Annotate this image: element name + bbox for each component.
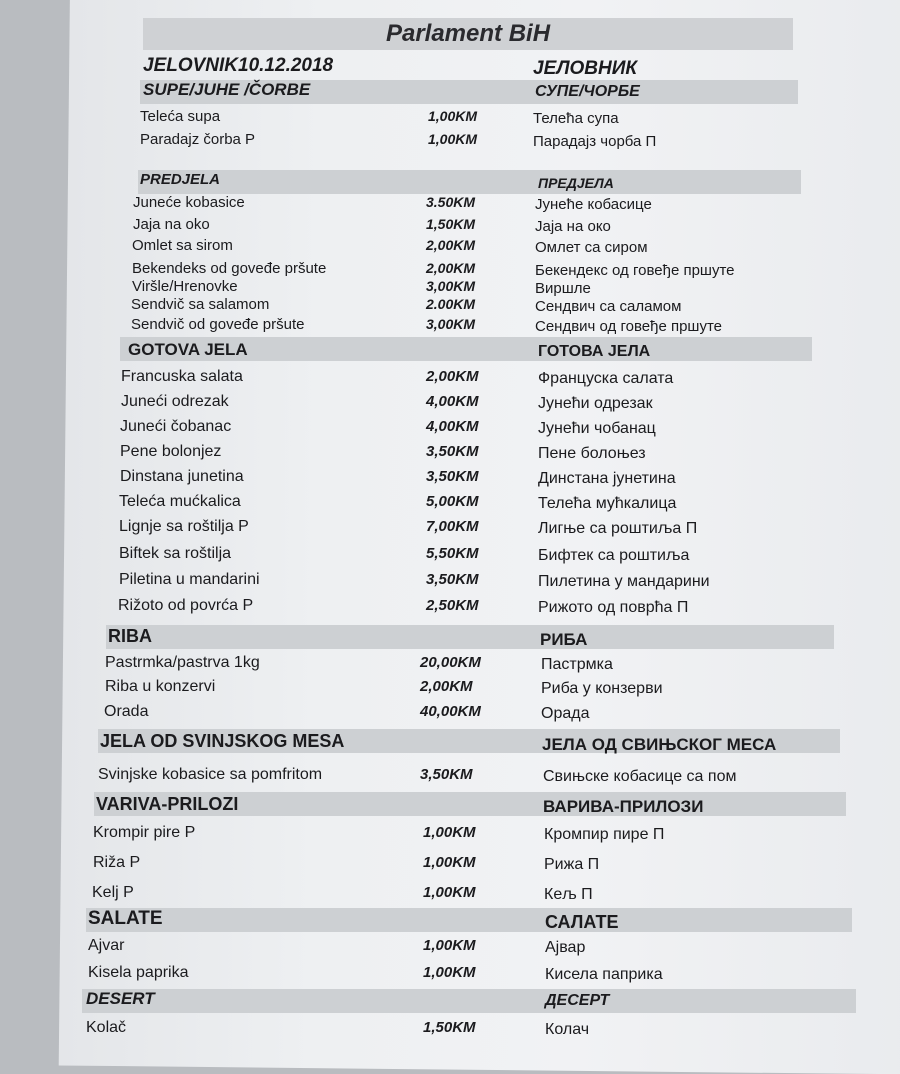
- menu-item-name: Pene bolonjez: [120, 443, 222, 460]
- menu-item-name: Dinstana junetina: [120, 468, 244, 485]
- section-title: DESERT: [86, 989, 155, 1008]
- menu-item-name-cyrillic: Орада: [541, 705, 590, 722]
- section-band: [138, 170, 801, 194]
- section-title: RIBA: [108, 626, 152, 646]
- menu-item-name-cyrillic: Колач: [545, 1021, 590, 1038]
- menu-item-price: 1,00KM: [423, 937, 476, 954]
- section-title-cyrillic: САЛАТЕ: [545, 912, 619, 932]
- menu-item-name: Viršle/Hrenovke: [132, 278, 238, 295]
- section-title: SALATE: [88, 908, 163, 929]
- menu-item-name-cyrillic: Динстана јунетина: [538, 470, 676, 487]
- menu-item-name-cyrillic: Јунећи одрезак: [538, 395, 653, 412]
- menu-item-name-cyrillic: Кисела паприка: [545, 966, 663, 983]
- menu-item-name: Sendvič sa salamom: [131, 296, 270, 313]
- section-title: SUPE/JUHE /ČORBE: [143, 80, 311, 99]
- menu-item-price: 3,50KM: [426, 443, 479, 460]
- menu-item-name-cyrillic: Кељ П: [544, 886, 593, 903]
- menu-item-price: 3,00KM: [426, 316, 476, 332]
- section-title: JELA OD SVINJSKOG MESA: [100, 731, 345, 751]
- menu-item-price: 2,00KM: [426, 237, 476, 253]
- section-title: GOTOVA JELA: [128, 340, 248, 359]
- menu-item-name: Sendvič od goveđe pršute: [131, 316, 305, 333]
- menu-item-name: Omlet sa sirom: [132, 237, 233, 254]
- menu-item-name-cyrillic: Сендвич од говеђе пршуте: [535, 318, 722, 335]
- menu-item-name-cyrillic: Пилетина у мандарини: [538, 573, 710, 590]
- menu-heading-cyrillic: ЈЕЛОВНИК: [533, 58, 638, 79]
- menu-item-price: 4,00KM: [426, 418, 479, 435]
- menu-item-name: Teleća supa: [140, 108, 221, 125]
- menu-item-name: Kisela paprika: [88, 964, 189, 981]
- menu-item-name: Biftek sa roštilja: [119, 545, 232, 562]
- section-title-cyrillic: ПРЕДЈЕЛА: [538, 175, 614, 191]
- menu-item-price: 3,50KM: [420, 766, 473, 783]
- menu-item-name-cyrillic: Француска салата: [538, 370, 674, 387]
- section-title-cyrillic: ГОТОВА ЈЕЛА: [538, 343, 651, 360]
- menu-item-price: 5,50KM: [426, 545, 479, 562]
- menu-item-name: Riža P: [93, 854, 141, 871]
- menu-item-name: Riba u konzervi: [105, 678, 216, 695]
- menu-item-price: 1,50KM: [426, 216, 476, 232]
- menu-item-price: 1,00KM: [423, 854, 476, 871]
- menu-item-name-cyrillic: Телећа супа: [533, 110, 619, 127]
- menu-item-name-cyrillic: Јунећи чобанац: [538, 420, 656, 437]
- menu-item-name-cyrillic: Бифтек са роштиља: [538, 547, 690, 564]
- menu-item-price: 3,50KM: [426, 468, 479, 485]
- menu-item-name-cyrillic: Рижа П: [544, 856, 600, 873]
- menu-item-name-cyrillic: Ајвар: [545, 939, 586, 956]
- menu-item-name: Krompir pire P: [93, 824, 196, 841]
- menu-item-price: 1,50KM: [423, 1019, 476, 1036]
- menu-item-name-cyrillic: Телећа мућкалица: [538, 495, 677, 512]
- menu-item-price: 3,00KM: [426, 278, 476, 294]
- menu-item-price: 1,00KM: [423, 884, 476, 901]
- menu-item-price: 2.00KM: [426, 296, 476, 312]
- menu-item-price: 1,00KM: [423, 964, 476, 981]
- menu-item-price: 20,00KM: [420, 654, 481, 671]
- menu-item-price: 2,00KM: [420, 678, 473, 695]
- section-band: [86, 908, 852, 932]
- menu-item-price: 2,00KM: [426, 368, 479, 385]
- menu-date-heading: JELOVNIK10.12.2018: [143, 55, 334, 76]
- menu-item-name-cyrillic: Пене болоњез: [538, 445, 646, 462]
- menu-item-name-cyrillic: Виршле: [535, 280, 591, 297]
- menu-item-price: 2,00KM: [426, 260, 476, 276]
- menu-item-name-cyrillic: Лигње са роштиља П: [538, 520, 698, 537]
- menu-item-price: 5,00KM: [426, 493, 479, 510]
- menu-item-name-cyrillic: Јаја на око: [535, 218, 611, 235]
- menu-item-name-cyrillic: Свињске кобасице са пом: [543, 768, 737, 785]
- menu-item-name: Orada: [104, 703, 149, 720]
- menu-item-name-cyrillic: Бекендекс од говеђе пршуте: [535, 262, 735, 279]
- menu-item-name: Juneći odrezak: [121, 393, 229, 410]
- menu-item-name-cyrillic: Јунеће кобасице: [535, 196, 652, 213]
- menu-item-name: Teleća mućkalica: [119, 493, 241, 510]
- menu-item-price: 1,00KM: [428, 108, 478, 124]
- menu-item-name: Paradajz čorba P: [140, 131, 256, 148]
- menu-item-name: Francuska salata: [121, 368, 243, 385]
- menu-item-price: 40,00KM: [420, 703, 481, 720]
- section-title-cyrillic: СУПЕ/ЧОРБЕ: [535, 83, 640, 100]
- menu-item-name-cyrillic: Пастрмка: [541, 656, 613, 673]
- section-band: [106, 625, 834, 649]
- menu-item-name: Jaja na oko: [133, 216, 210, 233]
- menu-item-name: Pastrmka/pastrva 1kg: [105, 654, 260, 671]
- menu-item-name-cyrillic: Сендвич са саламом: [535, 298, 682, 315]
- menu-item-price: 1,00KM: [423, 824, 476, 841]
- menu-item-price: 7,00KM: [426, 518, 479, 535]
- section-title: PREDJELA: [140, 171, 221, 188]
- section-title-cyrillic: ВАРИВА-ПРИЛОЗИ: [543, 797, 704, 816]
- menu-item-name: Piletina u mandarini: [119, 571, 260, 588]
- menu-item-name: Svinjske kobasice sa pomfritom: [98, 766, 323, 783]
- section-title-cyrillic: РИБА: [540, 630, 588, 649]
- menu-item-price: 2,50KM: [426, 597, 479, 614]
- menu-item-name: Bekendeks od goveđe pršute: [132, 260, 327, 277]
- menu-item-name-cyrillic: Парадајз чорба П: [533, 133, 657, 150]
- menu-item-name-cyrillic: Рижото од поврћа П: [538, 599, 689, 616]
- menu-item-name: Ajvar: [88, 937, 125, 954]
- menu-item-name: Juneće kobasice: [133, 194, 245, 211]
- menu-item-price: 3.50KM: [426, 194, 476, 210]
- section-title-cyrillic: ДЕСЕРТ: [545, 992, 610, 1009]
- menu-item-name: Rižoto od povrća P: [118, 597, 254, 614]
- menu-item-name: Lignje sa roštilja P: [119, 518, 249, 535]
- menu-item-price: 4,00KM: [426, 393, 479, 410]
- menu-item-name: Kolač: [86, 1019, 127, 1036]
- menu-item-name-cyrillic: Риба у конзерви: [541, 680, 663, 697]
- menu-item-price: 3,50KM: [426, 571, 479, 588]
- document-title: Parlament BiH: [143, 18, 793, 50]
- section-title: VARIVA-PRILOZI: [96, 794, 239, 814]
- section-band: [82, 989, 856, 1013]
- section-title-cyrillic: ЈЕЛА ОД СВИЊСКОГ МЕСА: [542, 735, 777, 754]
- menu-item-name-cyrillic: Омлет са сиром: [535, 239, 648, 256]
- menu-item-name: Kelj P: [92, 884, 134, 901]
- menu-item-name: Juneći čobanac: [120, 418, 232, 435]
- menu-item-name-cyrillic: Кромпир пире П: [544, 826, 665, 843]
- menu-item-price: 1,00KM: [428, 131, 478, 147]
